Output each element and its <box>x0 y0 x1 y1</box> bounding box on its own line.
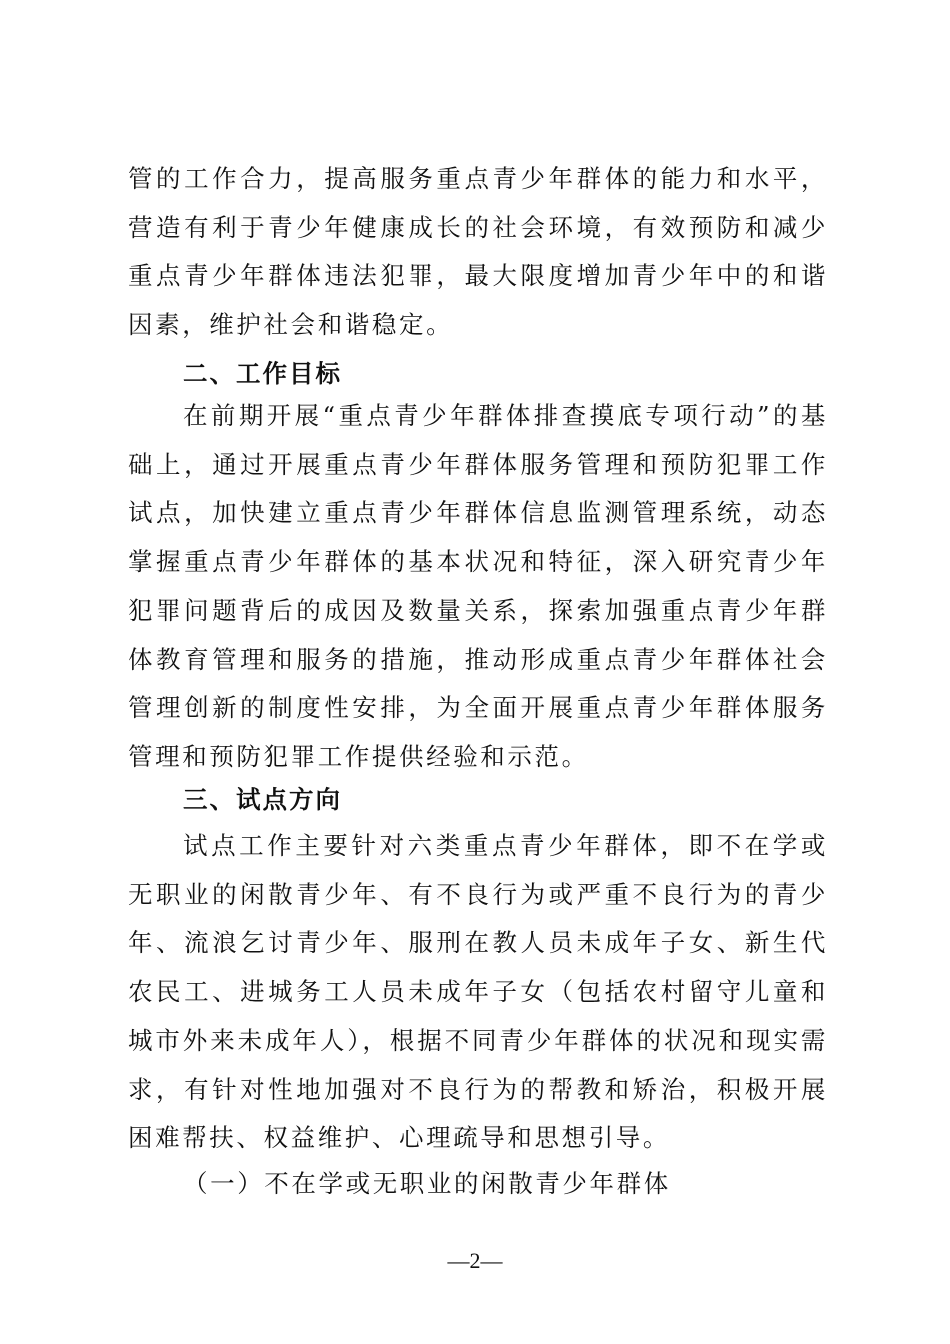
paragraph-pilot-direction: 试点工作主要针对六类重点青少年群体，即不在学或无职业的闲散青少年、有不良行为或严重不良行为的青少年、流浪乞讨青少年、服刑在教人员未成年子女、新生代农民工、进城务工人员未成年子女（包括农村留守儿童和城市外来未成年人），根据不同青少年群体的状况和现实需求，有针对性地加强对不良行为的帮教和矫治，积极开展困难帮扶、权益维护、心理疏导和思想引导。 <box>128 831 828 1153</box>
section-heading-pilot-direction: 三、试点方向 <box>183 785 342 814</box>
paragraph-work-goals: 在前期开展“重点青少年群体排查摸底专项行动”的基础上，通过开展重点青少年群体服务管理和预防犯罪工作试点，加快建立重点青少年群体信息监测管理系统，动态掌握重点青少年群体的基本状况和特征，深入研究青少年犯罪问题背后的成因及数量关系，探索加强重点青少年群体教育管理和服务的措施，推动形成重点青少年群体社会管理创新的制度性安排，为全面开展重点青少年群体服务管理和预防犯罪工作提供经验和示范。 <box>128 401 828 771</box>
subsection-heading-idle-youth: （一）不在学或无职业的闲散青少年群体 <box>183 1169 671 1198</box>
paragraph-continuation: 管的工作合力，提高服务重点青少年群体的能力和水平，营造有利于青少年健康成长的社会环境，有效预防和减少重点青少年群体违法犯罪，最大限度增加青少年中的和谐因素，维护社会和谐稳定。 <box>128 164 828 340</box>
section-heading-work-goals: 二、工作目标 <box>183 359 342 388</box>
page-number: —2— <box>447 1248 503 1273</box>
